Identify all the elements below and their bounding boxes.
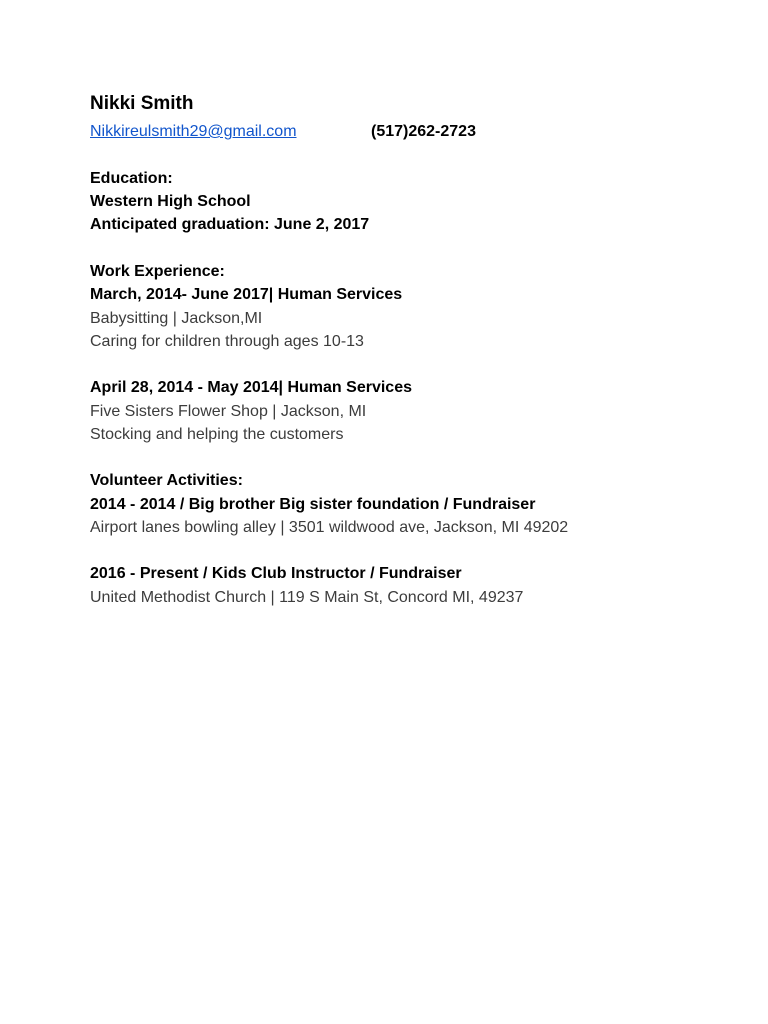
job-title: April 28, 2014 - May 2014| Human Services — [90, 379, 412, 396]
volunteer-heading: Volunteer Activities: — [90, 472, 243, 489]
work-experience-heading: Work Experience: — [90, 263, 225, 280]
phone-number: (517)262-2723 — [371, 123, 476, 140]
email-link[interactable]: Nikkireulsmith29@gmail.com — [90, 123, 297, 140]
graduation-date: Anticipated graduation: June 2, 2017 — [90, 216, 370, 233]
job-title: March, 2014- June 2017| Human Services — [90, 286, 403, 303]
education-heading: Education: — [90, 170, 173, 187]
volunteer-place: Airport lanes bowling alley | 3501 wildwood ave, Jackson, MI 49202 — [90, 519, 569, 536]
job-description: Stocking and helping the customers — [90, 426, 344, 443]
volunteer-title: 2014 - 2014 / Big brother Big sister foundation / Fundraiser — [90, 496, 536, 513]
job-description: Caring for children through ages 10-13 — [90, 333, 364, 350]
school-name: Western High School — [90, 193, 251, 210]
job-place: Five Sisters Flower Shop | Jackson, MI — [90, 403, 367, 420]
volunteer-place: United Methodist Church | 119 S Main St, Concord MI, 49237 — [90, 589, 524, 606]
volunteer-title: 2016 - Present / Kids Club Instructor / Fundraiser — [90, 565, 462, 582]
job-place: Babysitting | Jackson,MI — [90, 310, 263, 327]
resume-name: Nikki Smith — [90, 93, 194, 114]
